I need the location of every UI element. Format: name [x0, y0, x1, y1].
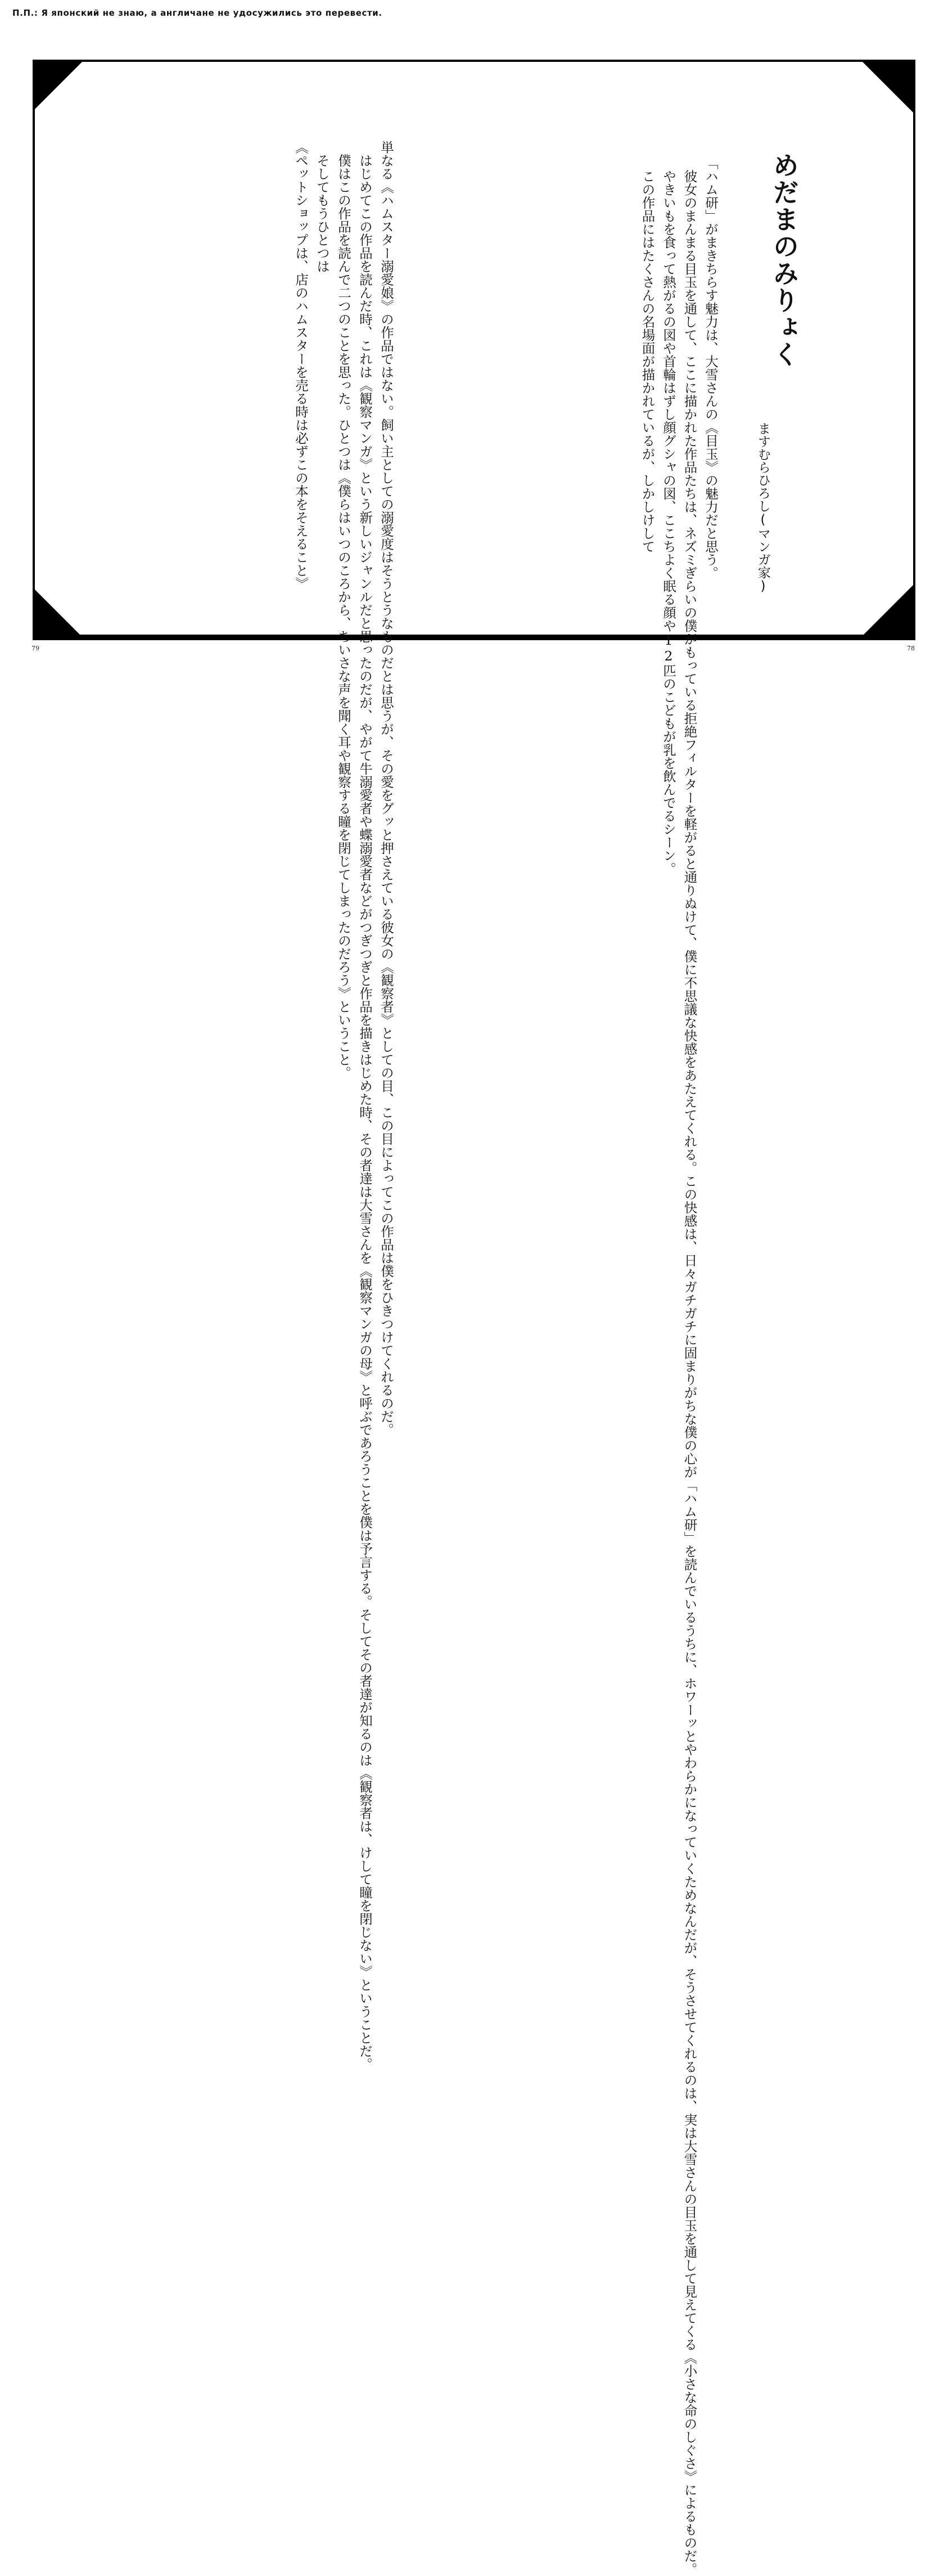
corner-decoration-top-left — [35, 62, 82, 109]
page-number-left: 79 — [31, 645, 39, 652]
page-number-right: 78 — [907, 645, 915, 652]
article-title: めだまのみりょく — [769, 152, 800, 368]
corner-decoration-top-right — [863, 62, 913, 113]
article-body-left-page: 単なる《ハムスター溺愛娘》の作品ではない。飼い主としての溺愛度はそうとうなものだとは思うが、その愛をグッと押さえている彼女の《観察者》としての目、この目によってこの作品は僕をひきつけてくれるのだ。 はじめてこの作品を読んだ時、これは《観察マンガ》という新しいジャンルだと思ったのだが、やがて牛溺愛者や蝶溺愛者などがつぎつぎと作品を描きはじめた時、その者達は大雪さんを《観察マンガの母》と呼ぶであろうことを僕は予言する。そしてその者達が知るのは《観察者は、けして瞳を閉じない》ということだ。 僕はこの作品を読んで二つのことを思った。ひとつは《僕らはいつのころから、ちいさな声を聞く耳や観察する瞳を閉じてしまったのだろう》ということ。 そしてもうひとつは 《ペットショップは、店のハムスターを売る時は必ずこの本をそえること》 — [293, 141, 394, 2071]
article-body-right-page: 「ハム研」がまきちらす魅力は、大雪さんの《目玉》の魅力だと思う。 彼女のまんまる目玉を通して、ここに描かれた作品たちは、ネズミぎらいの僕がもっている拒絶フィルターを軽がると通りぬけて、僕に不思議な快感をあたえてくれる。この快感は、日々ガチガチに固まりがちな僕の心が「ハム研」を読んでいるうちに、ホワーッとやわらかになっていくためなんだが、そうさせてくれるのは、実は大雪さんの目玉を通して見えてくる《小さな命のしぐさ》によるものだ。 やきいもを食って熱がるの図や首輪はずし顔グシャの図、ここちよく眠る顔や12匹のこどもが乳を飲んでるシーン。 この作品にはたくさんの名場面が描かれているが、しかしけして — [639, 156, 719, 2576]
article-author: ますむらひろし(マンガ家) — [756, 422, 770, 594]
translator-note: П.П.: Я японский не знаю, а англичане не удосужились это перевести. — [12, 8, 382, 18]
corner-decoration-bottom-right — [864, 585, 913, 635]
corner-decoration-bottom-left — [35, 590, 80, 635]
